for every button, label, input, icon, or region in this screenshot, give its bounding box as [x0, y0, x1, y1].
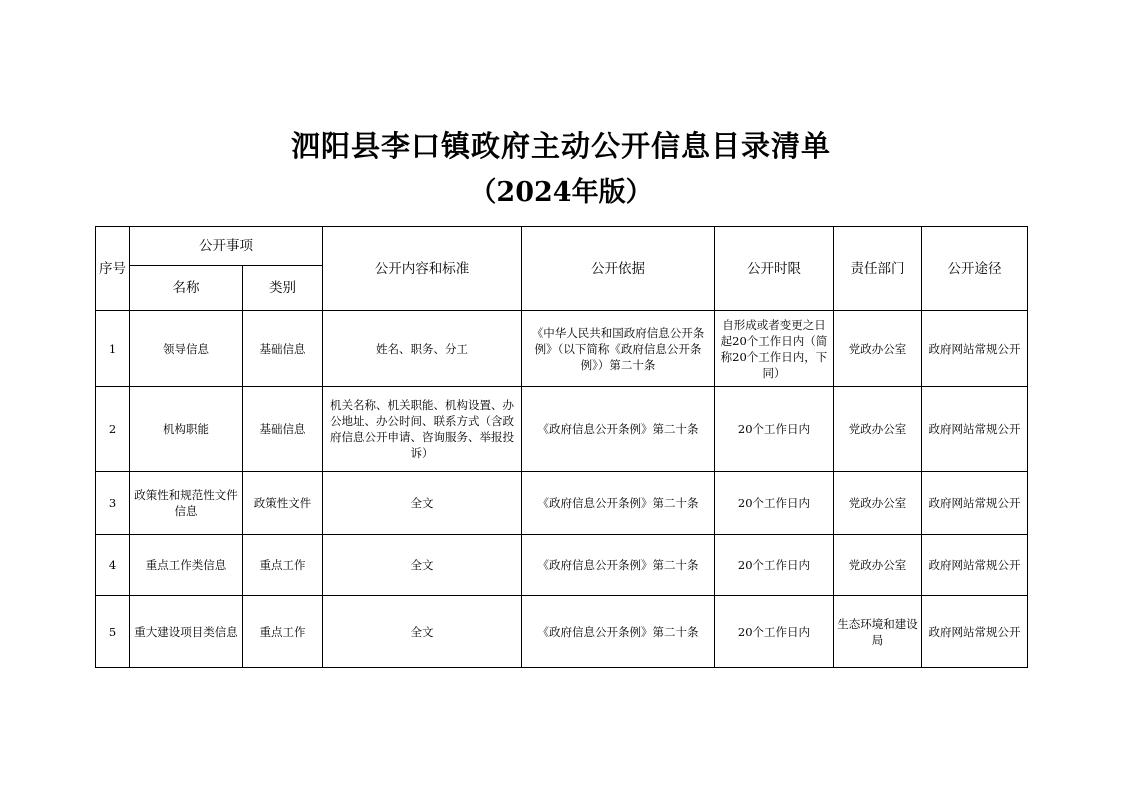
row-channel: 政府网站常规公开: [922, 596, 1028, 668]
row-channel: 政府网站常规公开: [922, 535, 1028, 596]
row-no: 1: [96, 311, 130, 387]
row-name: 政策性和规范性文件信息: [130, 472, 243, 535]
row-basis: 《中华人民共和国政府信息公开条例》（以下简称《政府信息公开条例》）第二十条: [522, 311, 715, 387]
row-basis: 《政府信息公开条例》第二十条: [522, 596, 715, 668]
header-item-group: 公开事项: [130, 227, 323, 266]
table-row: [96, 472, 1028, 535]
header-basis: 公开依据: [522, 227, 715, 311]
row-name: 领导信息: [130, 311, 243, 387]
row-basis: 《政府信息公开条例》第二十条: [522, 387, 715, 472]
row-category: 重点工作: [243, 596, 323, 668]
row-content: 全文: [323, 596, 522, 668]
header-name: 名称: [130, 266, 243, 311]
row-channel: 政府网站常规公开: [922, 311, 1028, 387]
row-no: 4: [96, 535, 130, 596]
table-row: [96, 596, 1028, 668]
row-content: 机关名称、机关职能、机构设置、办公地址、办公时间、联系方式（含政府信息公开申请、咨询服务、举报投诉）: [323, 387, 522, 472]
row-department: 生态环境和建设局: [834, 596, 922, 668]
row-basis: 《政府信息公开条例》第二十条: [522, 535, 715, 596]
header-time-limit: 公开时限: [715, 227, 834, 311]
header-no: 序号: [96, 227, 130, 311]
row-category: 重点工作: [243, 535, 323, 596]
row-channel: 政府网站常规公开: [922, 387, 1028, 472]
row-department: 党政办公室: [834, 535, 922, 596]
row-time-limit: 20个工作日内: [715, 596, 834, 668]
header-content: 公开内容和标准: [323, 227, 522, 311]
header-channel: 公开途径: [922, 227, 1028, 311]
page-title: 泗阳县李口镇政府主动公开信息目录清单: [290, 129, 831, 163]
row-name: 重点工作类信息: [130, 535, 243, 596]
row-category: 基础信息: [243, 311, 323, 387]
row-no: 3: [96, 472, 130, 535]
row-no: 5: [96, 596, 130, 668]
page-subtitle: （2024年版）: [469, 177, 653, 208]
row-time-limit: 20个工作日内: [715, 535, 834, 596]
row-category: 政策性文件: [243, 472, 323, 535]
row-department: 党政办公室: [834, 311, 922, 387]
row-time-limit: 自形成或者变更之日起20个工作日内（简称20个工作日内，下同）: [715, 311, 834, 387]
row-content: 全文: [323, 535, 522, 596]
row-time-limit: 20个工作日内: [715, 472, 834, 535]
row-name: 重大建设项目类信息: [130, 596, 243, 668]
row-channel: 政府网站常规公开: [922, 472, 1028, 535]
row-basis: 《政府信息公开条例》第二十条: [522, 472, 715, 535]
row-category: 基础信息: [243, 387, 323, 472]
header-category: 类别: [243, 266, 323, 311]
row-content: 姓名、职务、分工: [323, 311, 522, 387]
table-row: [96, 535, 1028, 596]
row-name: 机构职能: [130, 387, 243, 472]
row-no: 2: [96, 387, 130, 472]
table-row: [96, 387, 1028, 472]
row-department: 党政办公室: [834, 387, 922, 472]
table-row: [96, 311, 1028, 387]
row-department: 党政办公室: [834, 472, 922, 535]
row-time-limit: 20个工作日内: [715, 387, 834, 472]
row-content: 全文: [323, 472, 522, 535]
header-department: 责任部门: [834, 227, 922, 311]
directory-table: [95, 226, 1028, 668]
